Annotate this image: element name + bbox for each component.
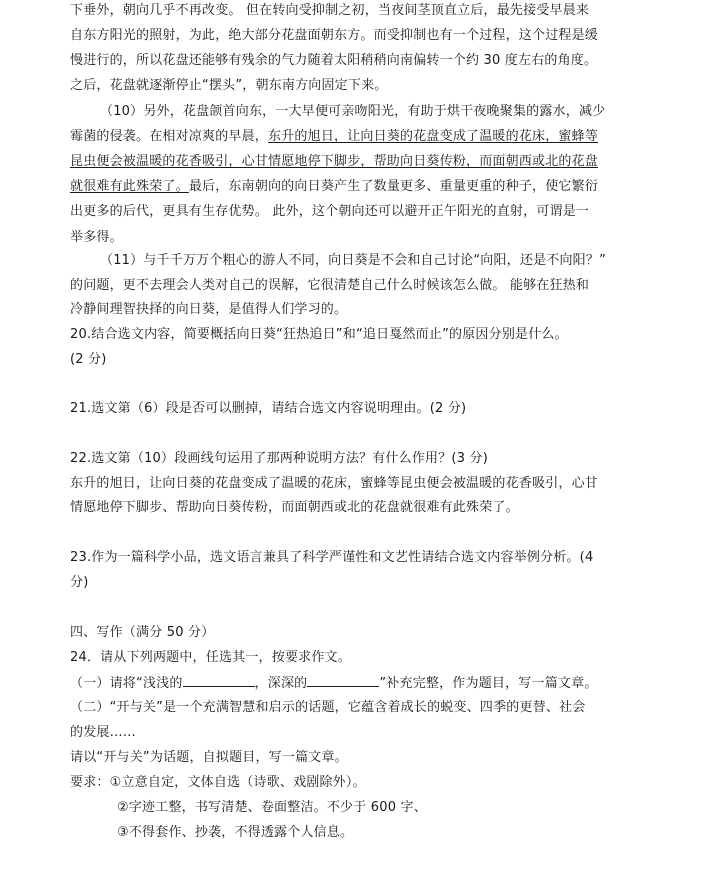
question-22: 22.选文第（10）段画线句运用了那两种说明方法？有什么作用？(3 分) xyxy=(70,451,488,466)
option-1-text: ”补充完整，作为题目，写一篇文章。 xyxy=(379,676,598,691)
paragraph-10-line xyxy=(70,178,598,196)
requirements xyxy=(70,774,366,792)
option-1 xyxy=(70,674,598,693)
underlined-sentence: 就很难有此殊荣了。 xyxy=(70,179,189,194)
question-20-score: (2 分) xyxy=(70,352,107,367)
paragraph-10-line xyxy=(70,128,598,146)
paragraph-11-line: （11）与千千万万个粗心的游人不同，向日葵是不会和自己讨论“向阳，还是不向阳？” xyxy=(100,253,607,268)
question-23: 23.作为一篇科学小品，选文语言兼具了科学严谨性和文艺性请结合选文内容举例分析。(4 xyxy=(70,550,594,565)
option-1-text: ，深深的 xyxy=(254,676,308,691)
question-24: 24．请从下列两题中，任选其一，按要求作文。 xyxy=(70,650,351,665)
question-22-quote: 情愿地停下脚步、帮助向日葵传粉，而面朝西或北的花盘就很难有此殊荣了。 xyxy=(70,500,519,515)
paragraph-line: 慢进行的，所以花盘还能够有残余的气力随着太阳稍稍向南偏转一个约 30 度左右的角度。 xyxy=(70,53,598,68)
question-21: 21.选文第（6）段是否可以删掉，请结合选文内容说明理由。(2 分) xyxy=(70,401,467,416)
paragraph-11-line: 冷静间理智抉择的向日葵，是值得人们学习的。 xyxy=(70,302,348,317)
section-heading: 四、写作（满分 50 分） xyxy=(70,625,215,640)
option-1-text: （一）请将“浅浅的 xyxy=(70,676,183,691)
question-20: 20.结合选文内容，简要概括向日葵“狂热追日”和“追日戛然而止”的原因分别是什么。 xyxy=(70,327,568,342)
blank-line xyxy=(307,674,379,687)
blank-line xyxy=(183,674,255,687)
plain-text: 最后，东南朝向的向日葵产生了数量更多、重量更重的种子，使它繁衍 xyxy=(188,179,599,194)
paragraph-11-line: 的问题，更不去理会人类对自己的误解，它很清楚自己什么时候该怎么做。 能够在狂热和 xyxy=(70,278,590,293)
paragraph-10-line: （10）另外，花盘颌首向东，一大早便可亲吻阳光，有助于烘干夜晚聚集的露水，减少 xyxy=(100,104,606,119)
instruction: 请以“开与关”为话题，自拟题目，写一篇文章。 xyxy=(70,750,348,765)
paragraph-10-line: 出更多的后代，更具有生存优势。 此外，这个朝向还可以避开正午阳光的直射，可谓是一 xyxy=(70,204,590,219)
underlined-sentence: 昆虫便会被温暖的花香吸引，心甘情愿地停下脚步，帮助向日葵传粉，而面朝西或北的花盘 xyxy=(70,154,599,169)
paragraph-line: 之后，花盘就逐渐停止“摆头”，朝东南方向固定下来。 xyxy=(70,78,388,93)
requirements-label: 要求： xyxy=(70,775,110,790)
question-22-quote: 东升的旭日，让向日葵的花盘变成了温暖的花床，蜜蜂等昆虫便会被温暖的花香吸引，心甘 xyxy=(70,476,599,491)
paragraph-10-line: 举多得。 xyxy=(70,230,123,245)
option-2: （二）“开与关”是一个充满智慧和启示的话题，它蕴含着成长的蜕变、四季的更替、社会 xyxy=(70,700,586,715)
paragraph-line: 自东方阳光的照射，为此，绝大部分花盘面朝东方。而受抑制也有一个过程，这个过程是缓 xyxy=(70,28,599,43)
question-23-score: 分) xyxy=(70,575,89,590)
plain-text: 霉菌的侵袭。在相对凉爽的早晨， xyxy=(70,129,269,144)
requirement-item: ②字迹工整，书写清楚、卷面整洁。不少于 600 字、 xyxy=(117,800,427,815)
option-2: 的发展…… xyxy=(70,725,137,740)
underlined-sentence: 东升的旭日，让向日葵的花盘变成了温暖的花床，蜜蜂等 xyxy=(268,129,599,144)
requirement-item: ③不得套作、抄袭，不得透露个人信息。 xyxy=(117,825,354,840)
paragraph-line: 下垂外，朝向几乎不再改变。 但在转向受抑制之初，当夜间茎顶直立后，最先接受早晨来 xyxy=(70,3,590,18)
requirement-item: ①立意自定，文体自选（诗歌、戏剧除外）。 xyxy=(109,775,366,790)
